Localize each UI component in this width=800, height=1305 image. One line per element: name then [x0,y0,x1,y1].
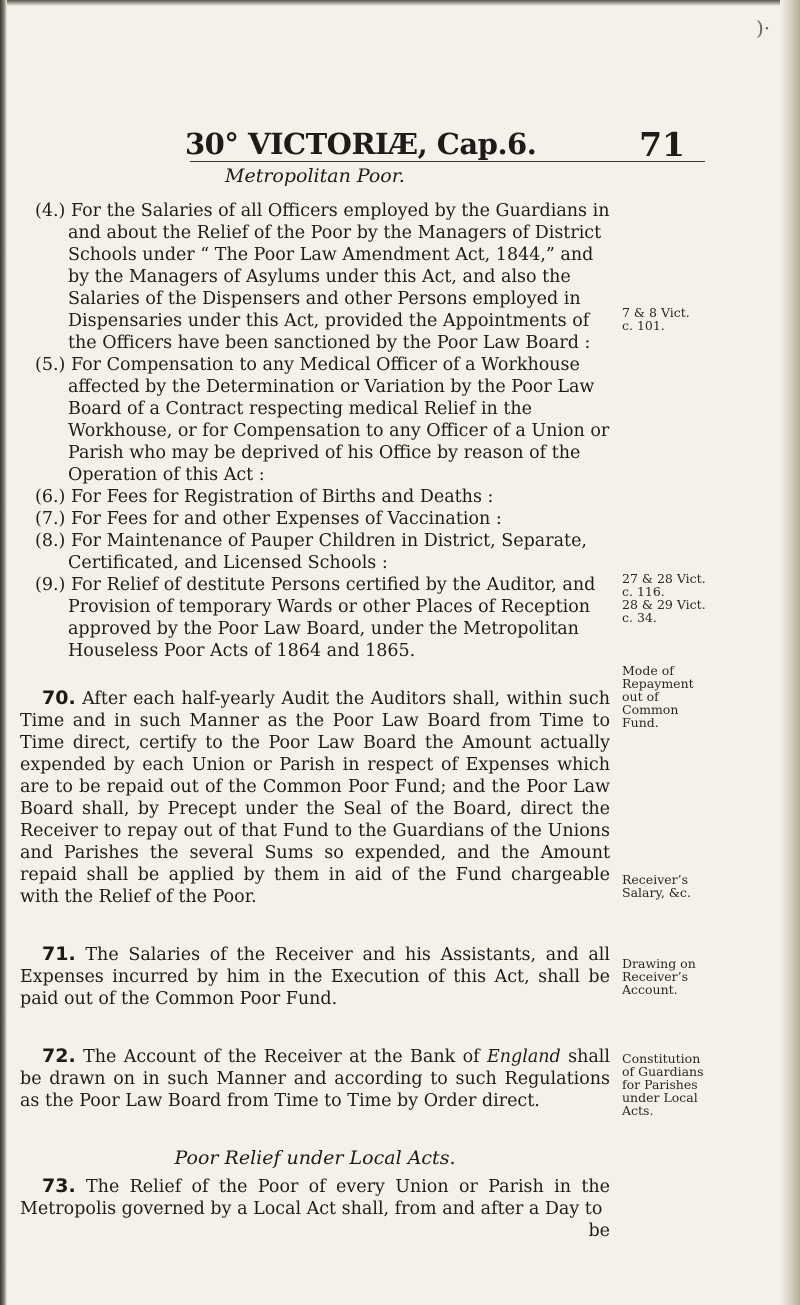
list-item-text: For Compensation to any Medical Officer of a Workhouse affected by the Determination or Variation by the Poor Law Board of a Contract respecting medical Relief in the Workhouse, or for Compensation to any Officer of a Union or Parish who may be deprived of his Office by reason of the Operation of this Act : [68,355,610,485]
margin-note-line: c. 101. [622,318,665,333]
list-item-number: (6.) [35,487,66,507]
header-rule [190,161,705,162]
margin-note-citation-1844 [622,306,772,332]
margin-note-line: Receiver’s [622,872,689,887]
margin-note-line: c. 34. [622,610,657,625]
margin-note-line: Acts. [622,1103,654,1118]
margin-note-constitution-of-guardians [622,1052,772,1117]
list-item-number: (8.) [35,531,66,551]
section-text: The Relief of the Poor of every Union or Parish in the Metropolis governed by a Local Act shall, from and after a Day to [20,1177,610,1219]
list-item [20,486,610,508]
margin-note-citation-1864 [622,572,772,624]
margin-note-line: 27 & 28 Vict. [622,571,706,586]
corner-mark: )· [756,16,771,40]
page-left-edge [0,0,7,1305]
list-item [20,354,610,486]
margin-note-line: Mode of [622,663,674,678]
catchword: be [588,1221,610,1241]
margin-note-line: Repayment [622,676,694,691]
margin-note-drawing-on-account [622,957,772,996]
part-heading: Poor Relief under Local Acts. [174,1147,456,1169]
margin-note-line: Fund. [622,715,659,730]
list-item-text: For Fees for and other Expenses of Vaccination : [70,509,502,529]
list-item [20,200,610,354]
page-number: 71 [639,125,685,164]
list-item-number: (4.) [35,201,66,221]
margin-note-line: c. 116. [622,584,665,599]
margin-note-line: 28 & 29 Vict. [622,597,706,612]
page-subheading: Metropolitan Poor. [225,165,405,187]
margin-note-line: Receiver’s [622,969,689,984]
list-item-number: (9.) [35,575,66,595]
list-item [20,508,610,530]
margin-note-line: Drawing on [622,956,696,971]
section-text-after: shall be drawn on in such Manner and according to such Regulations as the Poor Law Board from Time to Time by Order direct. [20,1047,610,1111]
list-item [20,574,610,662]
section-number: 71. [42,943,76,965]
margin-note-line: of Guardians [622,1064,704,1079]
margin-note-line: out of [622,689,659,704]
margin-note-line: Constitution [622,1051,701,1066]
list-item [20,530,610,574]
margin-note-line: Common [622,702,679,717]
page-right-edge [780,0,800,1305]
margin-note-line: under Local [622,1090,698,1105]
margin-note-mode-of-repayment [622,664,772,729]
section-70 [20,687,610,908]
section-number: 70. [42,687,76,709]
section-number: 73. [42,1175,76,1197]
margin-note-line: Account. [622,982,678,997]
section-text: The Salaries of the Receiver and his Assistants, and all Expenses incurred by him in the Execution of this Act, shall be paid out of the Common Poor Fund. [20,945,610,1009]
section-number: 72. [42,1045,76,1067]
list-item-text: For Maintenance of Pauper Children in District, Separate, Certificated, and Licensed Schools : [68,531,587,573]
section-71 [20,943,610,1010]
section-text: After each half-yearly Audit the Auditors shall, within such Time and in such Manner as the Poor Law Board from Time to Time direct, certify to the Poor Law Board the Amount actually expended by each Union or Parish in respect of Expenses which are to be repaid out of the Common Poor Fund; and the Poor Law Board shall, by Precept under the Seal of the Board, direct the Receiver to repay out of that Fund to the Guardians of the Unions and Parishes the several Sums so expended, and the Amount repaid shall be applied by them in aid of the Fund chargeable with the Relief of the Poor. [20,689,610,907]
main-text-column [20,200,610,1242]
list-item-text: For Fees for Registration of Births and Deaths : [70,487,494,507]
list-item-number: (7.) [35,509,66,529]
section-73 [20,1175,610,1220]
section-text-before: The Account of the Receiver at the Bank of [83,1047,487,1067]
section-72 [20,1045,610,1112]
page-top-edge [0,0,800,6]
margin-note-line: for Parishes [622,1077,698,1092]
list-item-text: For Relief of destitute Persons certified by the Auditor, and Provision of temporary Wards or other Places of Reception approved by the Poor Law Board, under the Metropolitan Houseless Poor Acts of 1864 and 1865. [68,575,596,661]
running-head-title: 30° VICTORIÆ, Cap.6. [185,127,537,161]
margin-note-line: Salary, &c. [622,885,691,900]
margin-note-receivers-salary [622,873,772,899]
margin-note-line: 7 & 8 Vict. [622,305,690,320]
list-item-text: For the Salaries of all Officers employed by the Guardians in and about the Relief of the Poor by the Managers of District Schools under “ The Poor Law Amendment Act, 1844,” and by the Managers of Asylums under this Act, and also the Salaries of the Dispensers and other Persons employed in Dispensaries under this Act, provided the Appointments of the Officers have been sanctioned by the Poor Law Board : [68,201,610,353]
list-item-number: (5.) [35,355,66,375]
section-text-italic: England [486,1047,561,1067]
